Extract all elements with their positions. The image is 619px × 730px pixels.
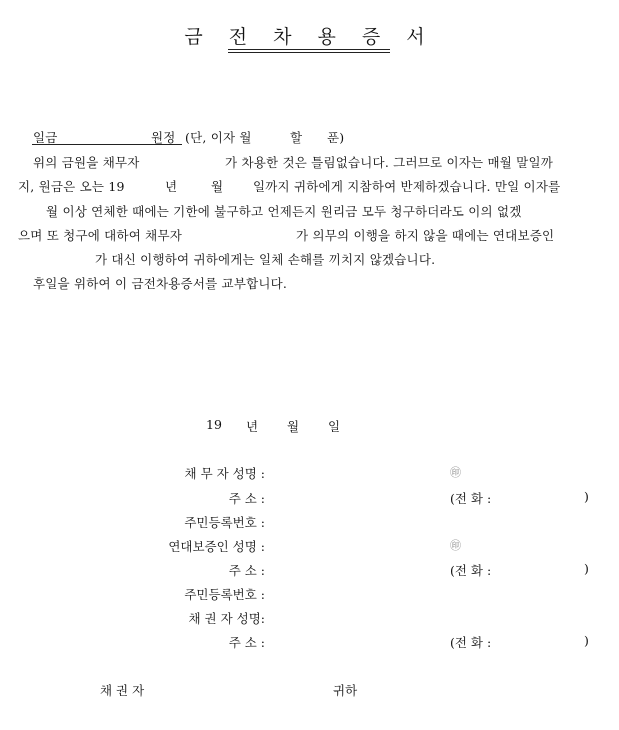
title-underline [228,49,390,50]
debtor-name-label: 채 무 자 성명 : [184,466,265,481]
addressee-honorific: 귀하 [333,683,358,698]
date-nyeon: 년 [246,419,259,434]
date-il: 일 [328,419,341,434]
debtor-seal-icon: ㊞ [450,466,461,479]
para-line1a: 위의 금원을 채무자 [33,155,140,170]
amount-interest: (단, 이자 월 [185,130,252,145]
guarantor-phone-close: ) [584,561,589,576]
para-line6: 후일을 위하여 이 금전차용증서를 교부합니다. [33,276,288,291]
debtor-address-label: 주 소 : [228,491,265,506]
guarantor-id-label: 주민등록번호 : [184,587,265,602]
guarantor-seal-icon: ㊞ [450,539,461,552]
title-underline-2 [228,52,390,53]
amount-hal: 할 [290,130,303,145]
amount-won: 원정 [151,130,176,145]
para-line2d: 일까지 귀하에게 지참하여 반제하겠습니다. 만일 이자를 [253,179,561,194]
debtor-phone-label: (전 화 : [450,491,492,506]
para-line4: 으며 또 청구에 대하여 채무자 [18,228,182,243]
creditor-phone-close: ) [584,633,589,648]
date-year: 19 [206,417,222,432]
para-line2b: 년 [165,179,178,194]
guarantor-address-label: 주 소 : [228,563,265,578]
para-line1b: 가 차용한 것은 틀림없습니다. 그러므로 이자는 매월 말일까 [225,155,553,170]
guarantor-name-label: 연대보증인 성명 : [168,539,265,554]
amount-pun: 푼) [327,130,345,145]
para-line2c: 월 [211,179,224,194]
para-line4b: 가 의무의 이행을 하지 않을 때에는 연대보증인 [296,228,555,243]
debtor-phone-close: ) [584,489,589,504]
creditor-address-label: 주 소 : [228,635,265,650]
creditor-phone-label: (전 화 : [450,635,492,650]
para-line3: 월 이상 연체한 때에는 기한에 불구하고 언제든지 원리금 모두 청구하더라도 이의 없겠 [46,204,522,219]
addressee-label: 채 권 자 [100,683,145,698]
debtor-id-label: 주민등록번호 : [184,515,265,530]
creditor-name-label: 채 권 자 성명: [188,611,265,626]
para-line5: 가 대신 이행하여 귀하에게는 일체 손해를 끼치지 않겠습니다. [95,252,436,267]
guarantor-phone-label: (전 화 : [450,563,492,578]
date-wol: 월 [287,419,300,434]
para-line2a: 지, 원금은 오는 19 [18,179,125,194]
document-title: 금 전 차 용 증 서 [184,26,435,48]
amount-prefix: 일금 [33,130,58,145]
